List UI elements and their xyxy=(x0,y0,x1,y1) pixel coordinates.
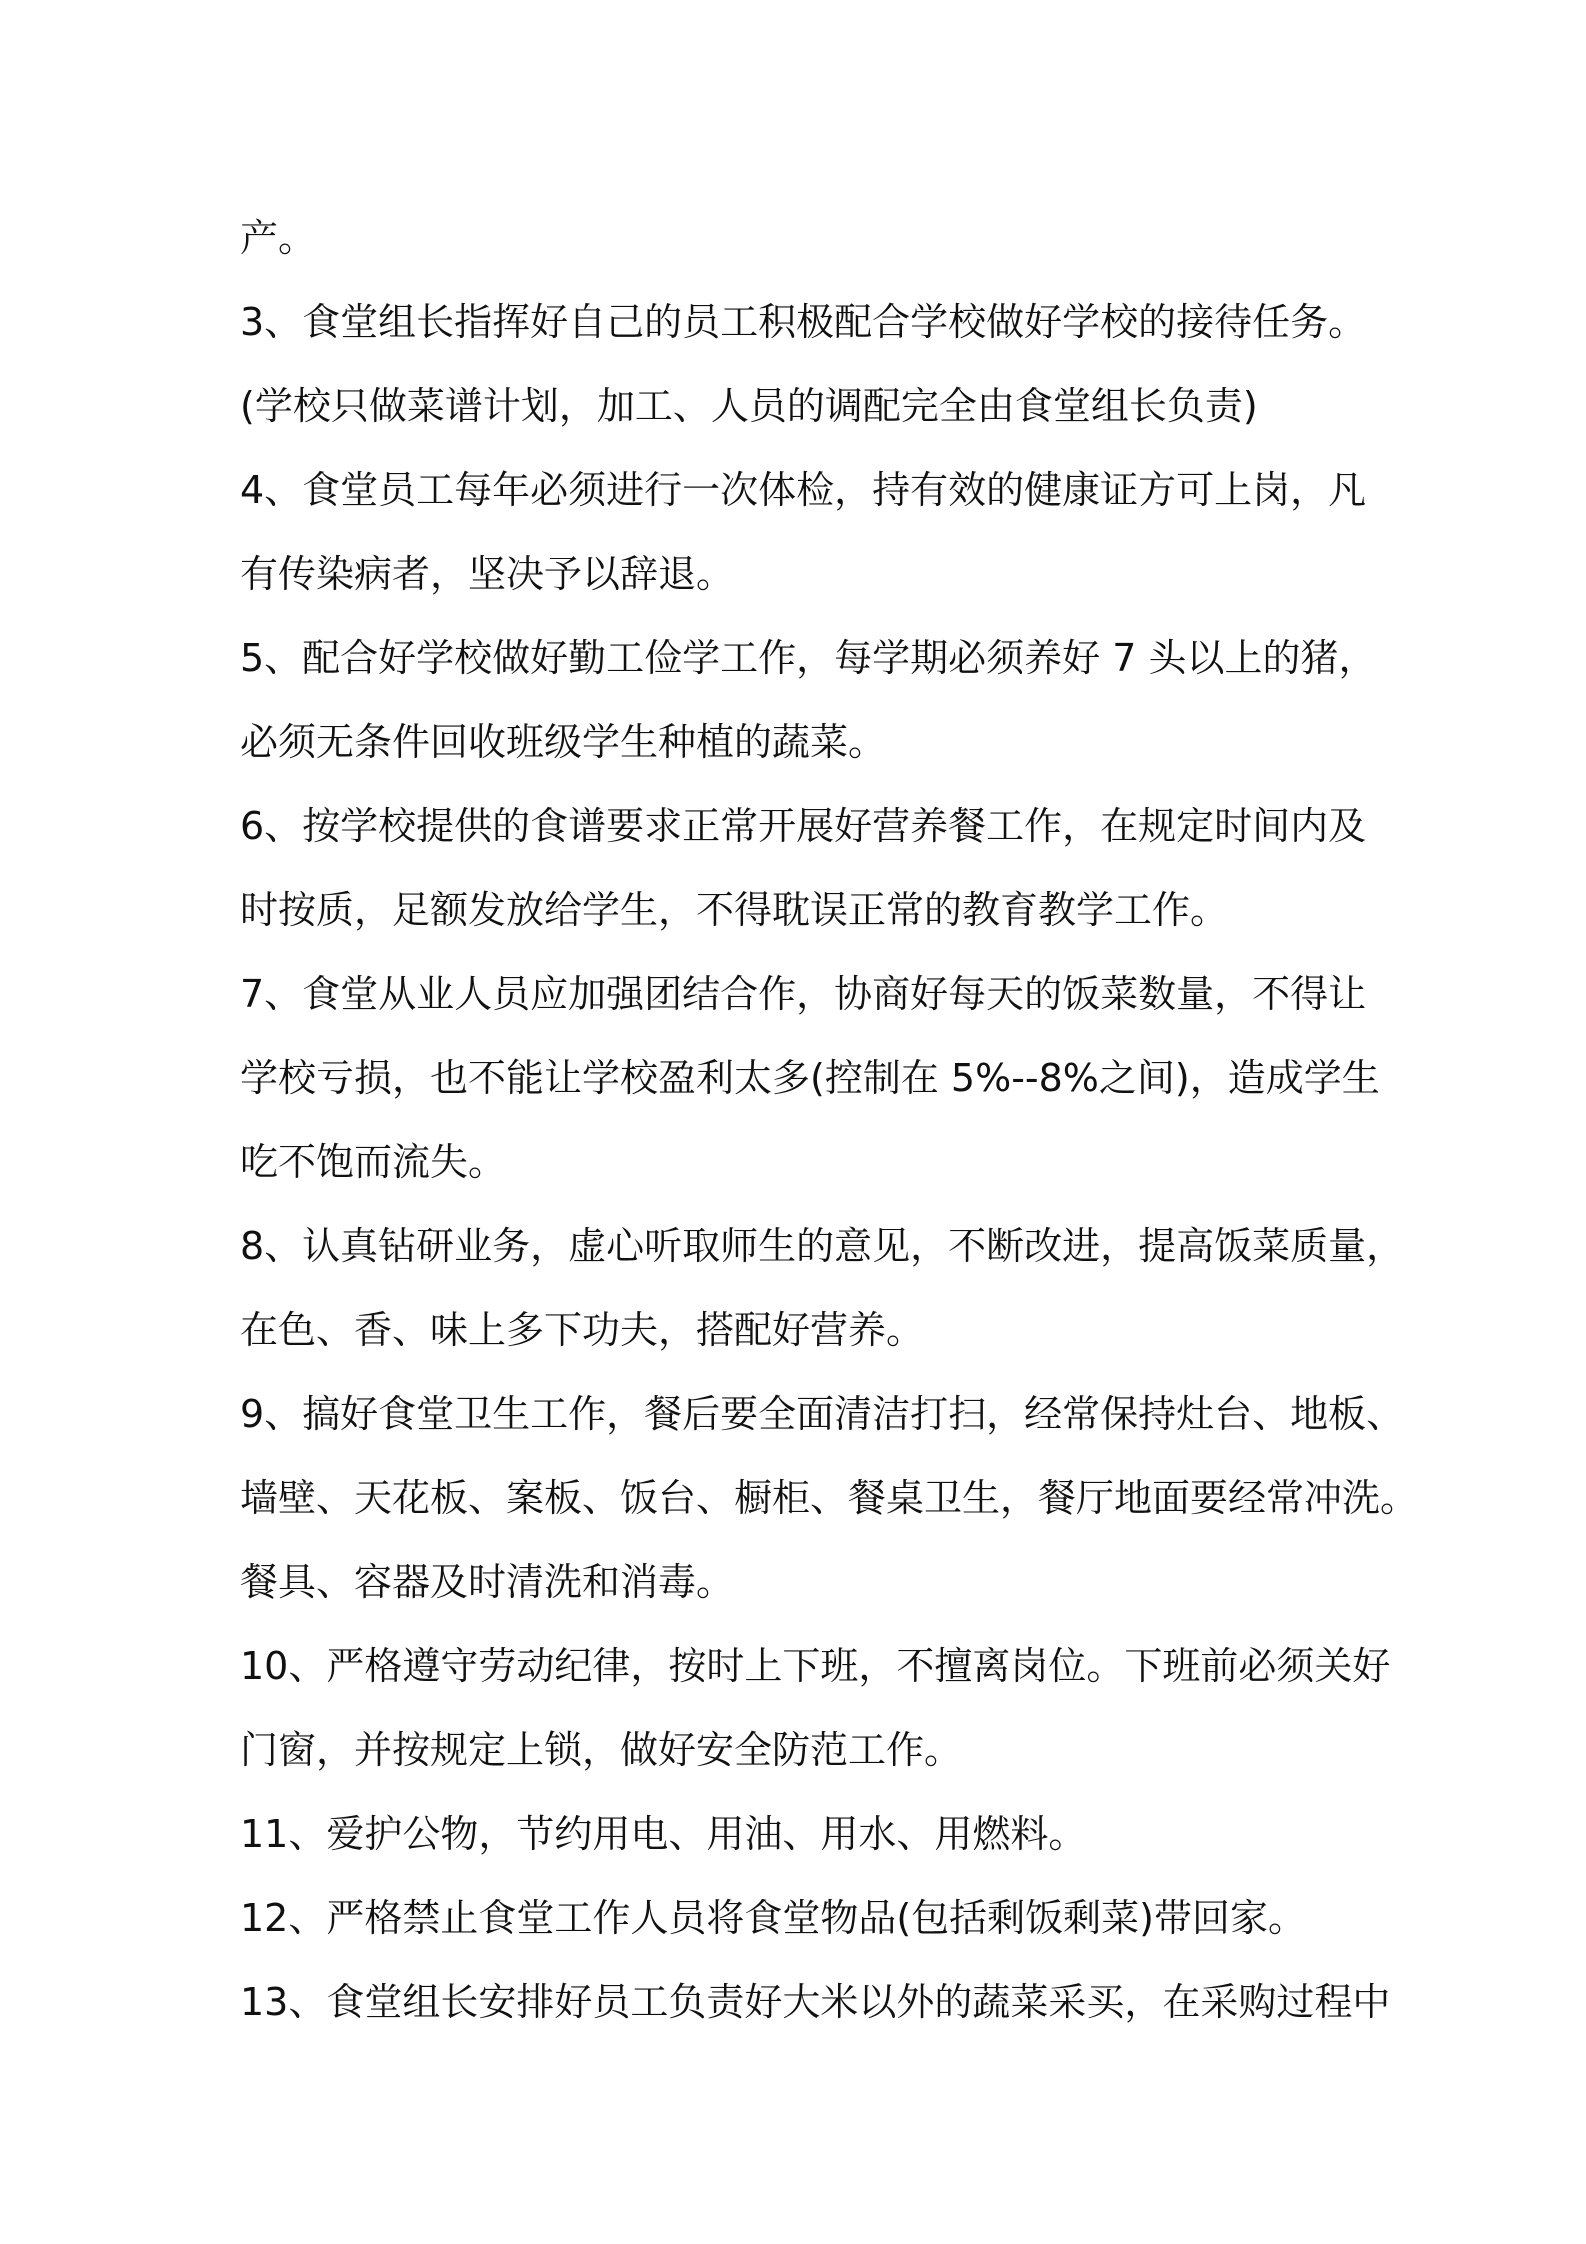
text-line-item-3-note: (学校只做菜谱计划，加工、人员的调配完全由食堂组长负责) xyxy=(240,384,1258,428)
text-line-item-3: 3、食堂组长指挥好自己的员工积极配合学校做好学校的接待任务。 xyxy=(240,300,1367,344)
text-line-item-9: 9、搞好食堂卫生工作，餐后要全面清洁打扫，经常保持灶台、地板、 xyxy=(240,1392,1405,1436)
text-line-item-13: 13、食堂组长安排好员工负责好大米以外的蔬菜采买，在采购过程中 xyxy=(240,1980,1391,2024)
text-line-item-5: 5、配合好学校做好勤工俭学工作，每学期必须养好 7 头以上的猪， xyxy=(240,636,1377,680)
text-line-item-6-cont: 时按质，足额发放给学生，不得耽误正常的教育教学工作。 xyxy=(240,888,1229,932)
text-line-continuation: 产。 xyxy=(240,216,317,260)
text-line-item-4-cont: 有传染病者，坚决予以辞退。 xyxy=(240,552,735,596)
text-line-item-4: 4、食堂员工每年必须进行一次体检，持有效的健康证方可上岗，凡 xyxy=(240,468,1367,512)
text-line-item-10-cont: 门窗，并按规定上锁，做好安全防范工作。 xyxy=(240,1728,963,1772)
text-line-item-7: 7、食堂从业人员应加强团结合作，协商好每天的饭菜数量，不得让 xyxy=(240,972,1367,1016)
text-line-item-5-cont: 必须无条件回收班级学生种植的蔬菜。 xyxy=(240,720,887,764)
text-line-item-9-cont-1: 墙壁、天花板、案板、饭台、橱柜、餐桌卫生，餐厅地面要经常冲洗。 xyxy=(240,1476,1419,1520)
text-line-item-6: 6、按学校提供的食谱要求正常开展好营养餐工作，在规定时间内及 xyxy=(240,804,1367,848)
document-body xyxy=(240,196,1419,2044)
text-line-item-7-cont-1: 学校亏损，也不能让学校盈利太多(控制在 5%--8%之间)，造成学生 xyxy=(240,1056,1380,1100)
text-line-item-10: 10、严格遵守劳动纪律，按时上下班，不擅离岗位。下班前必须关好 xyxy=(240,1644,1391,1688)
text-line-item-8-cont: 在色、香、味上多下功夫，搭配好营养。 xyxy=(240,1308,925,1352)
text-line-item-8: 8、认真钻研业务，虚心听取师生的意见，不断改进，提高饭菜质量， xyxy=(240,1224,1405,1268)
text-line-item-9-cont-2: 餐具、容器及时清洗和消毒。 xyxy=(240,1560,735,1604)
text-line-item-11: 11、爱护公物，节约用电、用油、用水、用燃料。 xyxy=(240,1812,1087,1856)
text-line-item-12: 12、严格禁止食堂工作人员将食堂物品(包括剩饭剩菜)带回家。 xyxy=(240,1896,1307,1940)
text-line-item-7-cont-2: 吃不饱而流失。 xyxy=(240,1140,507,1184)
